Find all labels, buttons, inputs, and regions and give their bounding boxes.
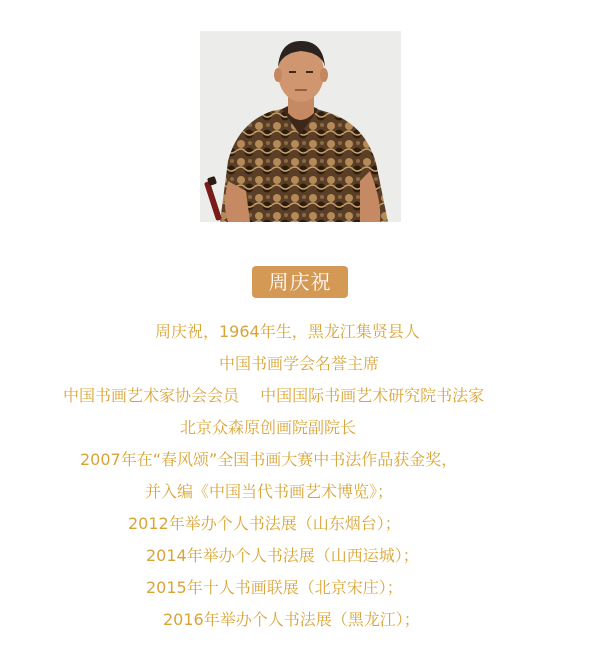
bio-line: 2015年十人书画联展（北京宋庄）； [146, 578, 403, 597]
bio-line: 中国书画学会名誉主席 [219, 354, 380, 373]
artist-name-badge: 周庆祝 [252, 266, 348, 298]
portrait-photo [200, 31, 401, 222]
bio-line: 北京众森原创画院副院长 [180, 418, 357, 437]
bio-line: 并入编《中国当代书画艺术博览》； [145, 482, 394, 501]
bio-line: 2014年举办个人书法展（山西运城）； [146, 546, 419, 565]
bio-line: 2007年在“春风颂”全国书画大赛中书法作品获金奖， [80, 450, 458, 469]
bio-line: 2012年举办个人书法展（山东烟台）； [128, 514, 401, 533]
bio-line: 中国书画艺术家协会会员 中国国际书画艺术研究院书法家 [63, 386, 485, 405]
bio-line: 2016年举办个人书法展（黑龙江）； [163, 610, 420, 629]
portrait-illustration [200, 31, 401, 222]
bio-line: 周庆祝，1964年生，黑龙江集贤县人 [155, 322, 420, 341]
